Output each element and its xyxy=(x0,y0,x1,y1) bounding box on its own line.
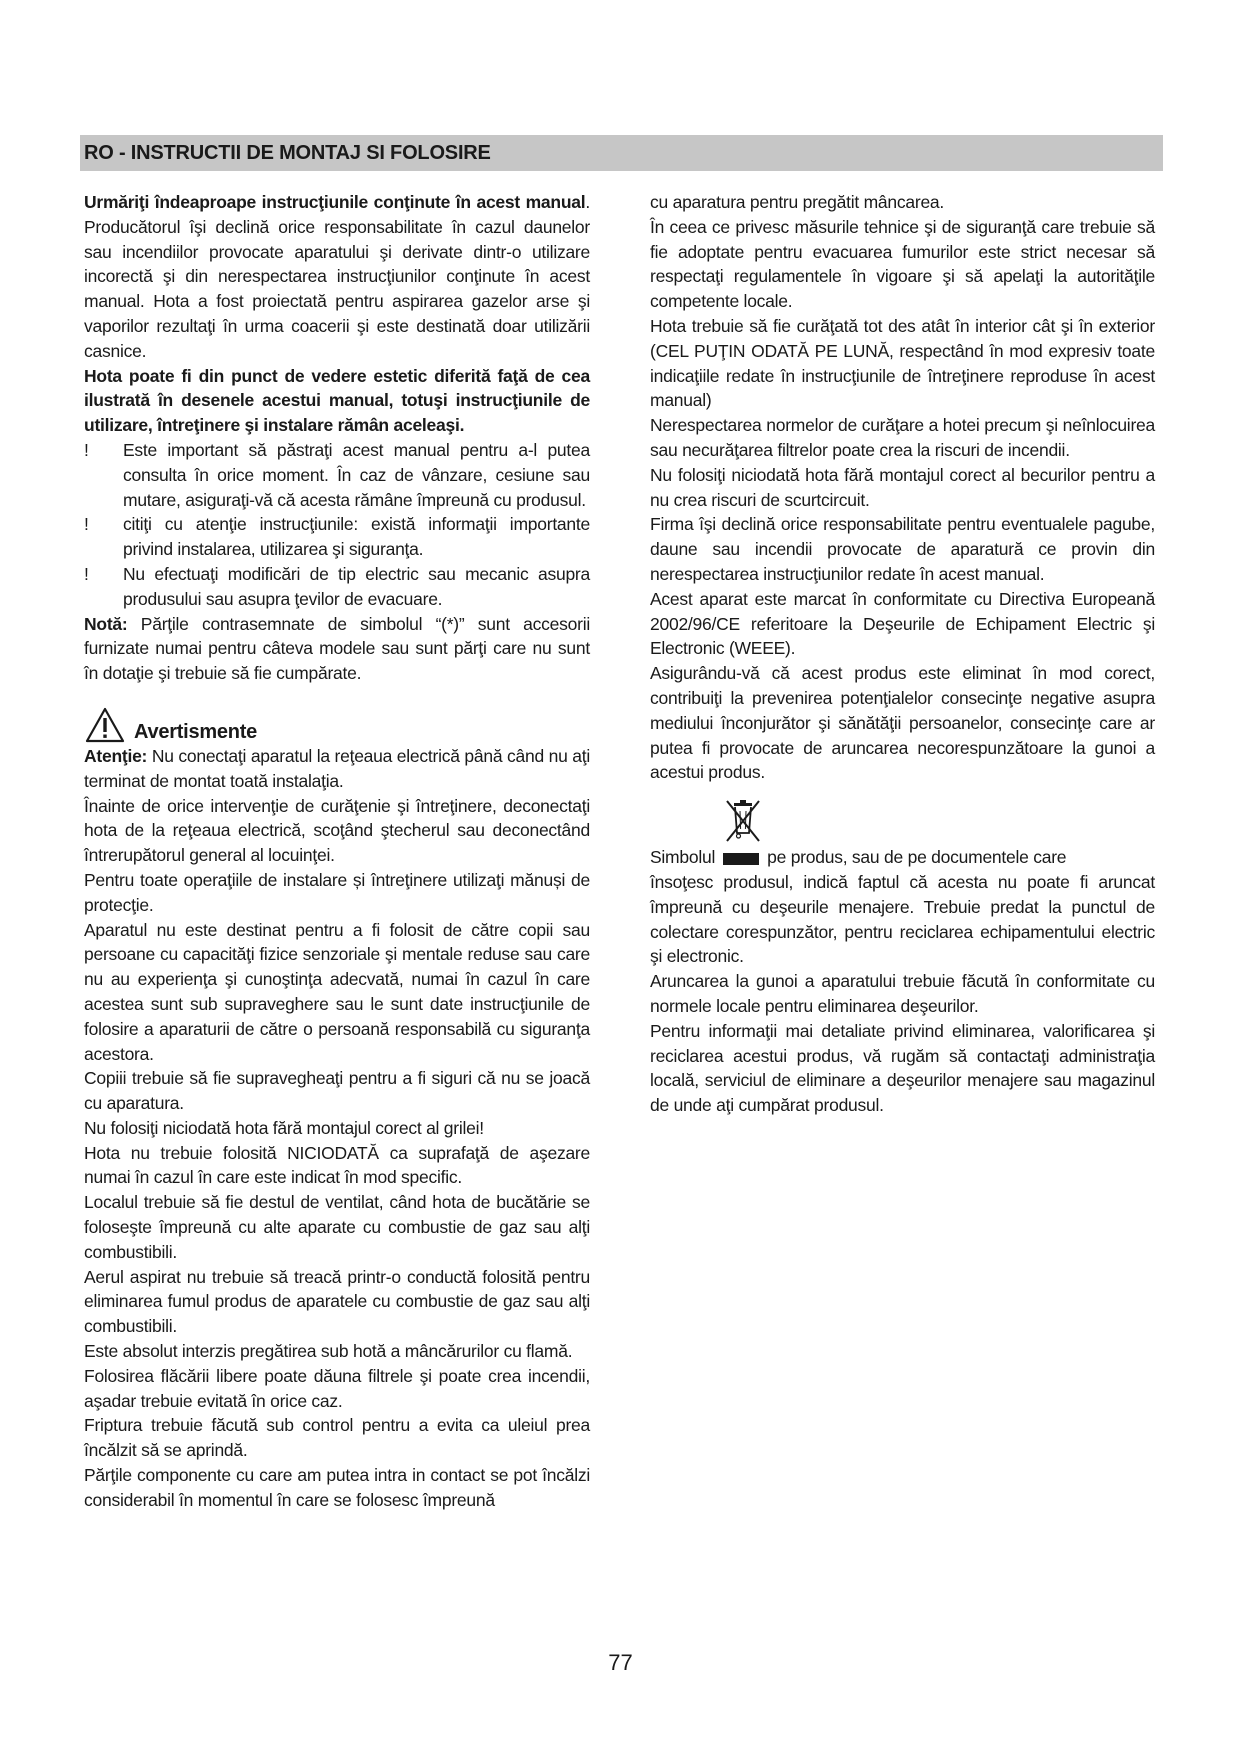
paragraph: Aruncarea la gunoi a aparatului trebuie făcută în conformitate cu normele locale pentru eliminarea deşeurilor. xyxy=(650,971,1155,1016)
paragraph: Asigurându-vă că acest produs este eliminat în mod corect, contribuiţi la prevenirea potenţialelor consecinţe negative asupra mediului înconjurător şi sănătăţii persoanelor, consecinţe care ar putea fi provocate de aruncarea necorespunzătoare la gunoi a acestui produs. xyxy=(650,663,1155,783)
bullet-text: Este important să păstraţi acest manual pentru a-l putea consulta în orice moment. În caz de vânzare, cesiune sau mutare, asiguraţi-vă că acesta rămâne împreună cu produsul. xyxy=(123,439,590,510)
paragraph: Localul trebuie să fie destul de ventilat, când hota de bucătărie se foloseşte împreună cu alte aparate cu combustie de gaz sau alţi combustibili. xyxy=(84,1192,590,1262)
paragraph: Firma îşi declină orice responsabilitate pentru eventualele pagube, daune sau incendii provocate de aparatură ce provin din nerespectarea instrucţiunilor redate în acest manual. xyxy=(650,514,1155,584)
paragraph: Friptura trebuie făcută sub control pentru a evita ca uleiul prea încălzit să se aprindă. xyxy=(84,1415,590,1461)
paragraph: Pentru informaţii mai detaliate privind eliminarea, valorificarea şi reciclarea acestui produs, vă rugăm să contactaţi administraţia locală, serviciul de eliminare a deşeurilor menajere sau magazinul de unde aţi cumpărat produsul. xyxy=(650,1020,1155,1116)
note-text: Părţile contrasemnate de simbolul “(*)” sunt accesorii furnizate numai pentru câteva modele sau sunt părţi care nu sunt în dotaţie şi trebuie să fie cumpărate. xyxy=(84,613,590,684)
design-note: Hota poate fi din punct de vedere estetic diferită faţă de cea ilustrată în desenele acestui manual, totuşi instrucţiunile de utilizare, întreţinere şi instalare rămân aceleaşi. xyxy=(84,365,590,436)
exclamation-icon: ! xyxy=(84,439,89,460)
warnings-heading xyxy=(84,700,590,744)
attention-text: Nu conectaţi aparatul la reţeaua electrică până când nu aţi terminat de montat toată instalaţia. xyxy=(84,745,590,791)
intro-bold: Urmăriţi îndeaproape instrucţiunile conţinute în acest manual xyxy=(84,192,586,212)
exclamation-icon: ! xyxy=(84,563,89,584)
attention-label: Atenţie: xyxy=(84,745,148,766)
paragraph: însoţesc produsul, indică faptul că acesta nu poate fi aruncat împreună cu deşeurile menajere. Trebuie predat la punctul de colectare corespunzător, pentru reciclarea echipamentului electric şi electronic. xyxy=(650,871,1155,967)
right-column xyxy=(650,190,1155,1118)
weee-section xyxy=(650,797,1155,870)
paragraph: Este absolut interzis pregătirea sub hotă a mâncărurilor cu flamă. xyxy=(84,1341,573,1362)
warning-triangle-icon xyxy=(84,706,126,744)
crossed-bin-icon xyxy=(723,797,763,845)
paragraph: Nerespectarea normelor de curăţare a hotei precum şi neînlocuirea sau necurăţarea filtrelor poate crea la riscuri de incendii. xyxy=(650,415,1155,460)
paragraph: Pentru toate operaţiile de instalare și întreţinere utilizaţi mănuși de protecţie. xyxy=(84,869,590,915)
note-label: Notă: xyxy=(84,613,128,634)
paragraph: Nu folosiţi niciodată hota fără montajul corect al becurilor pentru a nu crea riscuri de scurtcircuit. xyxy=(650,464,1155,510)
warnings-title: Avertismente xyxy=(134,720,257,743)
paragraph: Copiii trebuie să fie supravegheaţi pentru a fi siguri că nu se joacă cu aparatura. xyxy=(84,1068,590,1114)
exclamation-icon: ! xyxy=(84,514,89,535)
symbol-line xyxy=(650,845,1155,870)
symbol-text: pe produs, sau de pe documentele care xyxy=(767,847,1067,868)
paragraph: Acest aparat este marcat în conformitate cu Directiva Europeană 2002/96/CE referitoare la Deşeurile de Echipament Electric şi Electronic (WEEE). xyxy=(650,588,1155,659)
symbol-word: Simbolul xyxy=(650,847,716,868)
intro-text: . Producătorul îşi declină orice responsabilitate în cazul daunelor sau incendiilor provocate aparatului şi derivate dintr-o utilizare incorectă şi din nerespectarea instrucţiunilor conţinute în acest manual. Hota a fost proiectată pentru aspirarea gazelor arse şi vaporilor rezultaţi în urma coacerii şi este destinată doar utilizării casnice. xyxy=(84,192,590,361)
bullet-text: citiţi cu atenţie instrucţiunile: există informaţii importante privind instalarea, utilizarea şi siguranţa. xyxy=(123,514,590,560)
intro-paragraph xyxy=(84,190,590,364)
paragraph: Părţile componente cu care am putea intra in contact se pot încălzi considerabil în momentul în care se folosesc împreună xyxy=(84,1465,590,1510)
bullet-item xyxy=(84,562,590,612)
bullet-item xyxy=(84,438,590,512)
page-title: RO - INSTRUCTII DE MONTAJ SI FOLOSIRE xyxy=(84,142,491,164)
paragraph: Folosirea flăcării libere poate dăuna filtrele şi poate crea incendii, aşadar trebuie evitată în orice caz. xyxy=(84,1365,590,1411)
section-header-bar xyxy=(80,135,1163,171)
page-number: 77 xyxy=(608,1650,633,1675)
left-column xyxy=(84,190,590,1513)
paragraph: În ceea ce privesc măsurile tehnice şi de siguranţă care trebuie să fie adoptate pentru evacuarea fumurilor este strict necesar să respectaţi regulamentele în vigoare şi să apelaţi la autorităţile competente locale. xyxy=(650,216,1155,312)
paragraph: Hota nu trebuie folosită NICIODATĂ ca suprafaţă de aşezare numai în cazul în care este indicat în mod specific. xyxy=(84,1142,590,1188)
bullet-text: Nu efectuaţi modificări de tip electric sau mecanic asupra produsului sau asupra ţevilor de evacuare. xyxy=(123,563,590,609)
paragraph: Hota trebuie să fie curăţată tot des atât în interior cât şi în exterior (CEL PUŢIN ODATĂ PE LUNĂ, respectând în mod expresiv toate indicaţiile redate în instrucţiunile de întreţinere reproduse în acest manual) xyxy=(650,315,1155,411)
paragraph: cu aparatura pentru pregătit mâncarea. xyxy=(650,192,945,212)
paragraph: Aerul aspirat nu trebuie să treacă printr-o conductă folosită pentru eliminarea fumul produs de aparatele cu combustie de gaz sau alţi combustibili. xyxy=(84,1266,590,1337)
paragraph: Înainte de orice intervenţie de curăţenie şi întreţinere, deconectaţi hota de la reţeaua electrică, scoţând ştecherul sau deconectând întrerupătorul general al locuinţei. xyxy=(84,795,590,866)
weee-bar-icon xyxy=(723,853,759,865)
note-paragraph xyxy=(84,612,590,686)
bullet-item xyxy=(84,512,590,562)
attention-paragraph xyxy=(84,744,590,794)
paragraph: Nu folosiţi niciodată hota fără montajul corect al grilei! xyxy=(84,1117,484,1138)
paragraph: Aparatul nu este destinat pentru a fi folosit de către copii sau persoane cu capacităţi fizice senzoriale şi mentale reduse sau care nu au experienţa şi cunoştinţa adecvată, numai în cazul în care acestea sunt sub supraveghere sau le sunt date instrucţiunile de folosire a aparaturii de către o persoană responsabilă cu siguranţa acestora. xyxy=(84,919,590,1064)
